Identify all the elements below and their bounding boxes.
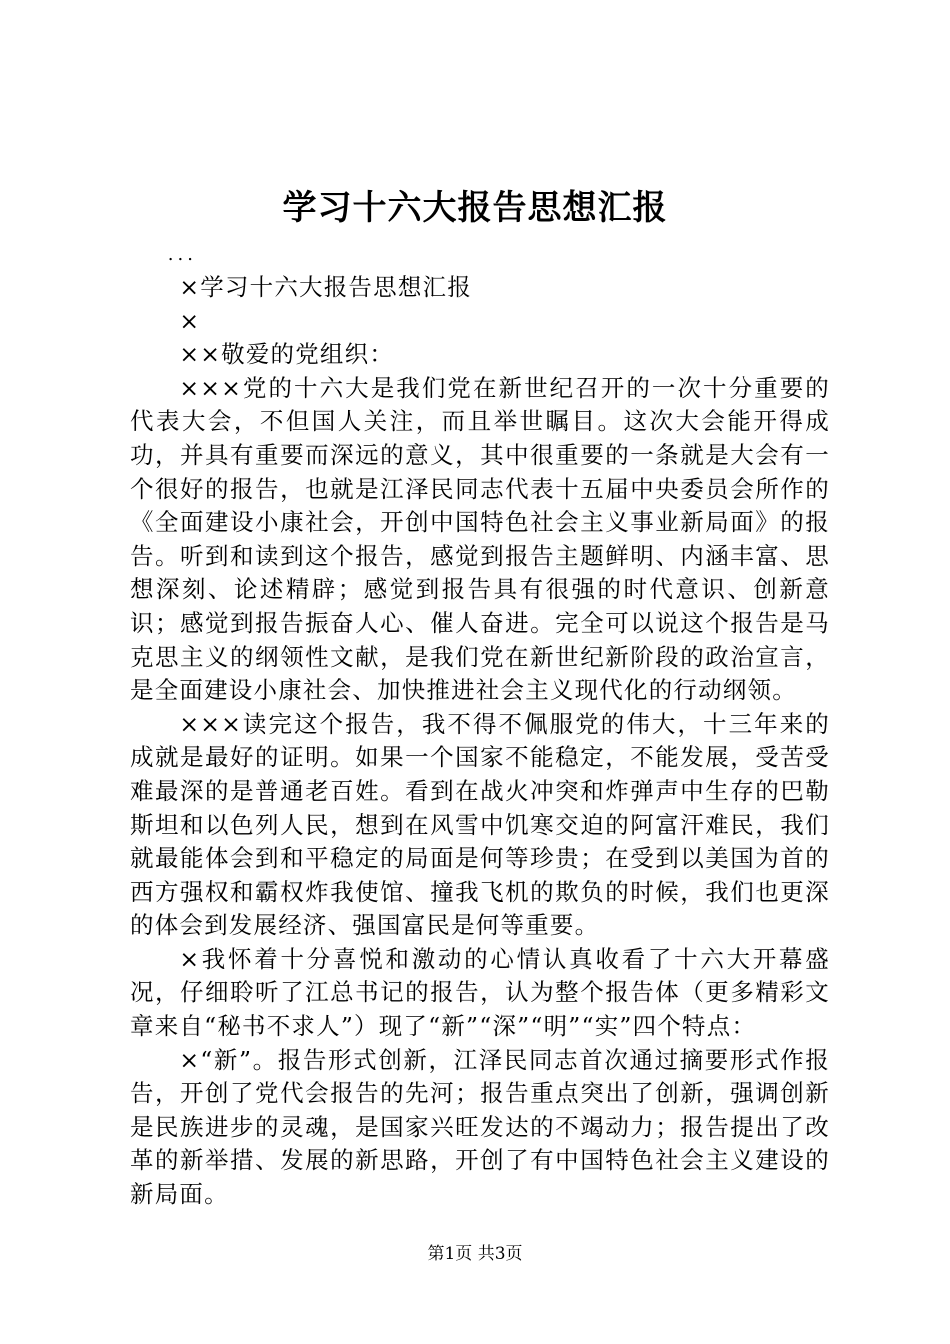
paragraph-body-1: ×××党的十六大是我们党在新世纪召开的一次十分重要的代表大会，不但国人关注，而且举世瞩目。这次大会能开得成功，并具有重要而深远的意义，其中很重要的一条就是大会有一个很好的报告，也就是江泽民同志代表十五届中央委员会所作的《全面建设小康社会，开创中国特色社会主义事业新局面》的报告。听到和读到这个报告，感觉到报告主题鲜明、内涵丰富、思想深刻、论述精辟；感觉到报告具有很强的时代意识、创新意识；感觉到报告振奋人心、催人奋进。完全可以说这个报告是马克思主义的纲领性文献，是我们党在新世纪新阶段的政治宣言，是全面建设小康社会、加快推进社会主义现代化的行动纲领。 [130,373,830,705]
paragraph-salutation: ××敬爱的党组织： [179,340,395,369]
paragraph-body-4: ×“新”。报告形式创新，江泽民同志首次通过摘要形式作报告，开创了党代会报告的先河；报告重点突出了创新，强调创新是民族进步的灵魂，是国家兴旺发达的不竭动力；报告提出了改革的新举措、发展的新思路，开创了有中国特色社会主义建设的新局面。 [130,1045,830,1209]
paragraph-heading-repeat: ×学习十六大报告思想汇报 [179,273,472,301]
ellipsis-line: ... [167,244,197,265]
page-footer: 第1页 共3页 [427,1244,523,1264]
document-body [130,243,830,1212]
paragraph-body-3: ×我怀着十分喜悦和激动的心情认真收看了十六大开幕盛况，仔细聆听了江总书记的报告，认为整个报告体（更多精彩文章来自“秘书不求人”）现了“新”“深”“明”“实”四个特点： [130,944,830,1041]
paragraph-blank-marker: × [179,306,201,335]
document-title: 学习十六大报告思想汇报 [282,188,668,228]
paragraph-body-2: ×××读完这个报告，我不得不佩服党的伟大，十三年来的成就是最好的证明。如果一个国家不能稳定，不能发展，受苦受难最深的是普通老百姓。看到在战火冲突和炸弹声中生存的巴勒斯坦和以色列人民，想到在风雪中饥寒交迫的阿富汗难民，我们就最能体会到和平稳定的局面是何等珍贵；在受到以美国为首的西方强权和霸权炸我使馆、撞我飞机的欺负的时候，我们也更深的体会到发展经济、强国富民是何等重要。 [130,709,830,940]
